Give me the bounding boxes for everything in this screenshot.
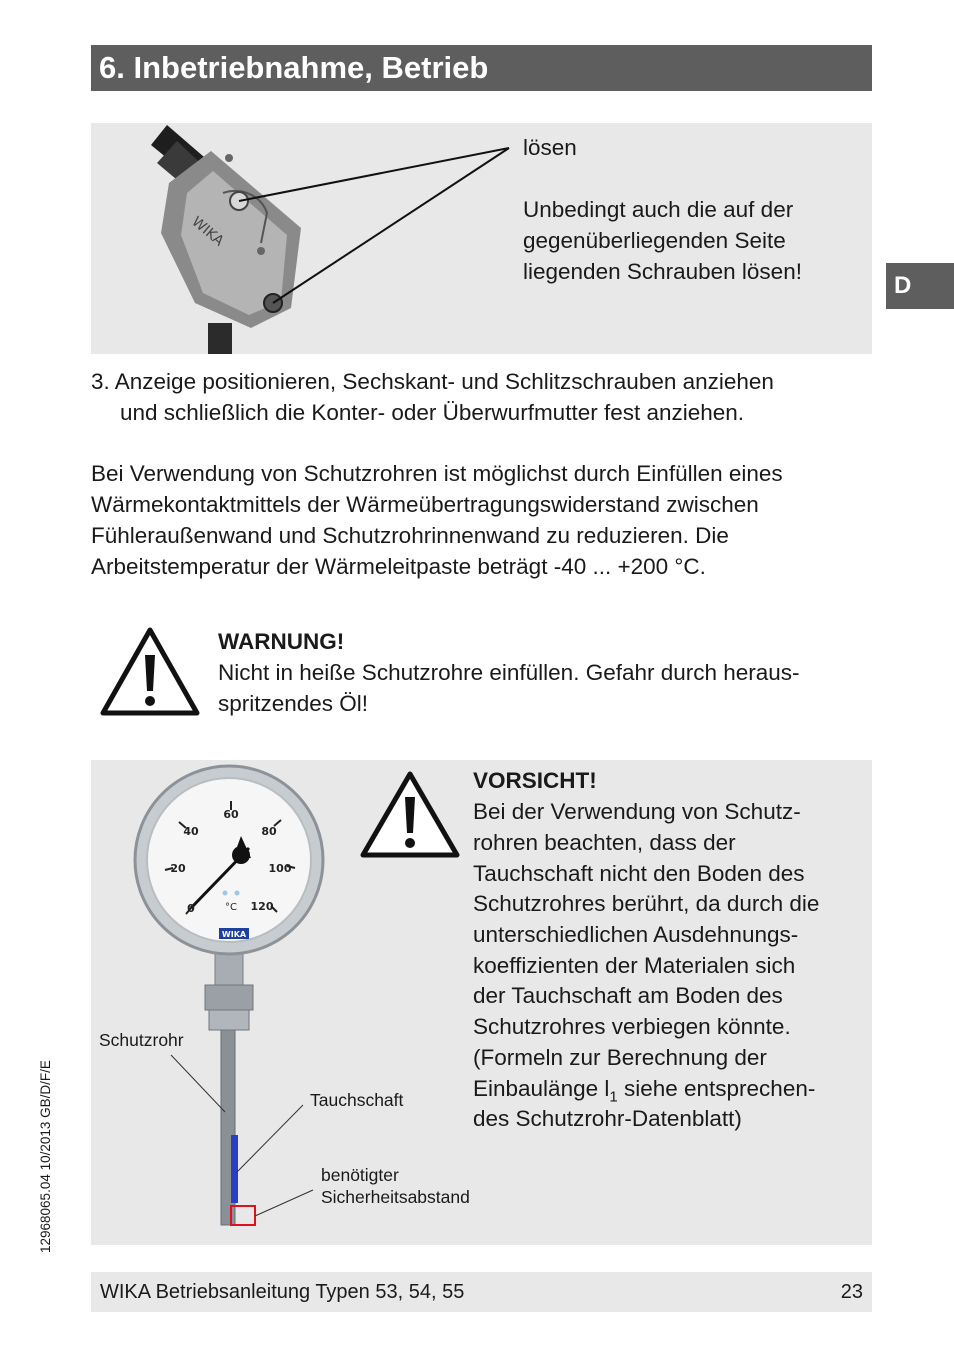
paragraph-line-4: Arbeitstemperatur der Wärmeleitpaste beträgt -40 ... +200 °C.	[91, 554, 706, 579]
note-line-1: Unbedingt auch die auf der	[523, 197, 794, 222]
caution-line-6: koeffizienten der Materialen sich	[473, 953, 796, 978]
label-safety-distance-1: benötigter	[321, 1165, 399, 1185]
dial-tick-0: 0	[187, 902, 195, 915]
caution-line-11: des Schutzrohr-Datenblatt)	[473, 1106, 742, 1131]
caution-title: VORSICHT!	[473, 768, 597, 793]
caution-line-4: Schutzrohres berührt, da durch die	[473, 891, 820, 916]
warning-triangle-icon	[100, 627, 200, 717]
caution-line-3: Tauchschaft nicht den Boden des	[473, 861, 805, 886]
label-safety-distance-2: Sicherheitsabstand	[321, 1187, 470, 1207]
caution-line-9: (Formeln zur Berechnung der	[473, 1045, 767, 1070]
paragraph-line-2: Wärmekontaktmittels der Wärmeübertragungswiderstand zwischen	[91, 492, 759, 517]
warning-line-2: spritzendes Öl!	[218, 691, 369, 716]
caution-triangle-icon	[360, 771, 460, 859]
paragraph-line-1: Bei Verwendung von Schutzrohren ist möglichst durch Einfüllen eines	[91, 461, 783, 486]
label-stem: Tauchschaft	[310, 1090, 404, 1110]
label-protection-tube: Schutzrohr	[99, 1030, 184, 1050]
dial-tick-20: 20	[170, 862, 186, 875]
loosen-label: lösen	[523, 135, 577, 160]
dial-tick-80: 80	[261, 825, 277, 838]
dial-tick-60: 60	[223, 808, 239, 821]
warning-line-1: Nicht in heiße Schutzrohre einfüllen. Gefahr durch heraus-	[218, 660, 800, 685]
page-number: 23	[840, 1281, 863, 1303]
caution-line-5: unterschiedlichen Ausdehnungs-	[473, 922, 799, 947]
caution-line-2: rohren beachten, dass der	[473, 830, 736, 855]
svg-text:WIKA: WIKA	[188, 213, 227, 250]
note-line-2: gegenüberliegenden Seite	[523, 228, 786, 253]
footer-title: WIKA Betriebsanleitung Typen 53, 54, 55	[100, 1281, 465, 1303]
dial-unit: °C	[225, 902, 237, 913]
case-photo	[91, 123, 521, 354]
step3-line-2: und schließlich die Konter- oder Überwurfmutter fest anziehen.	[120, 400, 745, 425]
document-code: 12968065.04 10/2013 GB/D/F/E	[38, 1060, 53, 1253]
dial-brand-logo: WIKA	[221, 930, 247, 939]
section-title: 6. Inbetriebnahme, Betrieb	[91, 45, 872, 91]
paragraph-line-3: Fühleraußenwand und Schutzrohrinnenwand zu reduzieren. Die	[91, 523, 729, 548]
footer	[91, 1272, 872, 1312]
caution-line-8: Schutzrohres verbiegen könnte.	[473, 1014, 791, 1039]
step3-line-1: 3. Anzeige positionieren, Sechskant- und Schlitzschrauben anziehen	[91, 369, 774, 394]
dial-tick-40: 40	[183, 825, 199, 838]
caution-line-7: der Tauchschaft am Boden des	[473, 983, 783, 1008]
dial-tick-100: 100	[268, 862, 292, 875]
caution-line-1: Bei der Verwendung von Schutz-	[473, 799, 801, 824]
note-line-3: liegenden Schrauben lösen!	[523, 259, 802, 284]
language-tab: D	[886, 263, 954, 309]
warning-title: WARNUNG!	[218, 629, 345, 654]
caution-line-10: Einbaulänge $l_1$ siehe entsprechen-	[473, 1076, 816, 1106]
dial-tick-120: 120	[250, 900, 274, 913]
